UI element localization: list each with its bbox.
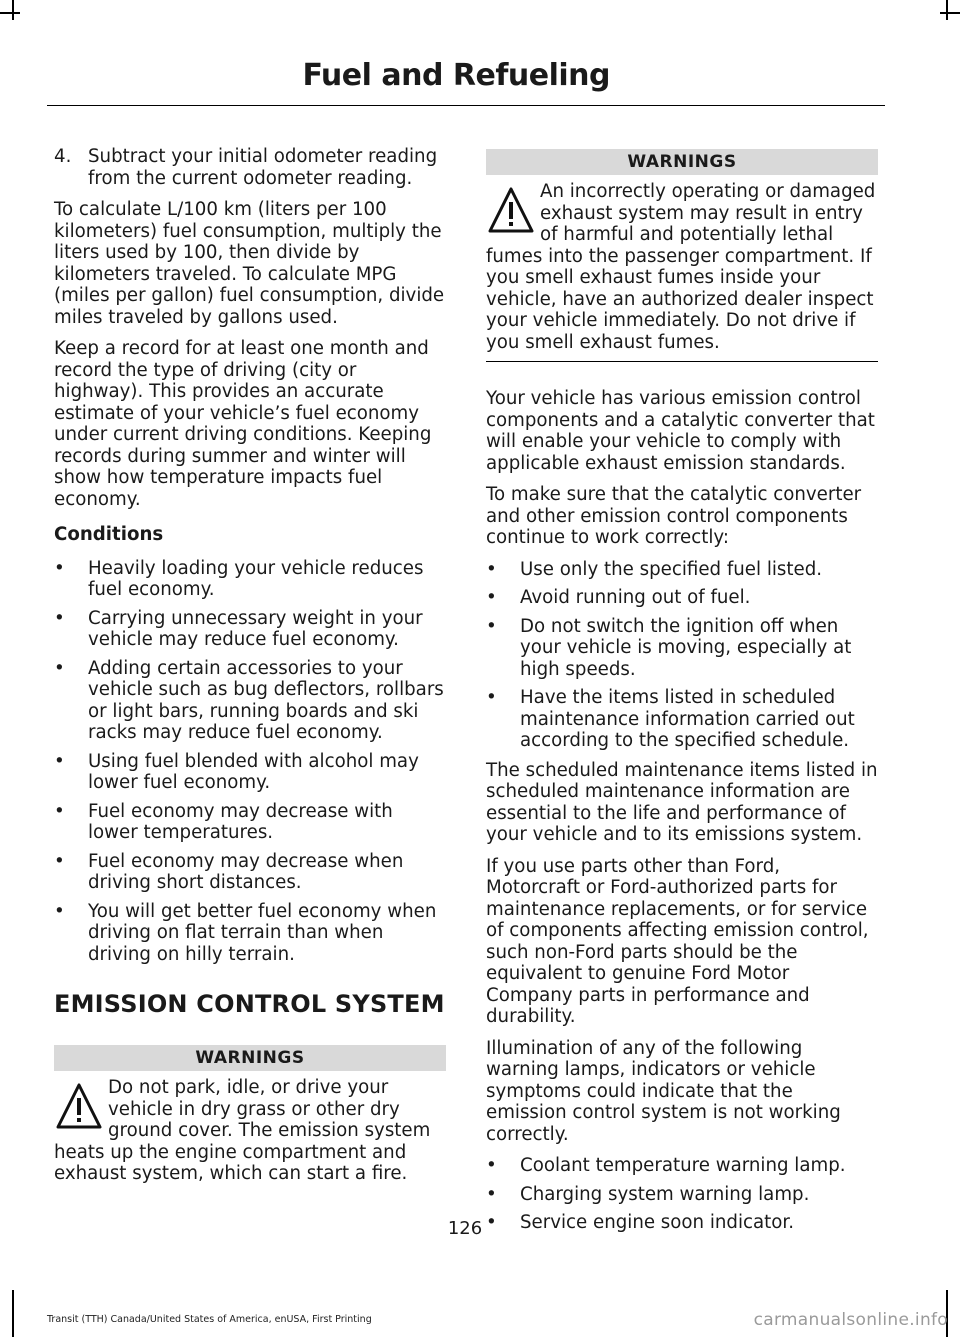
paragraph: Your vehicle has various emission control components and a catalytic converter that will enable your vehicle to comply with applicable exhaust emission standards.	[486, 388, 875, 474]
bullet: •	[54, 607, 65, 629]
list-item	[486, 1184, 878, 1206]
list-item-text: Carrying unnecessary weight in your vehicle may reduce fuel economy.	[88, 607, 423, 650]
paragraph: If you use parts other than Ford, Motorcraft or Ford-authorized parts for maintenance replacements, or for service of components affecting emission control, such non-Ford parts should be the equivalent to genuine Ford Motor Company parts in performance and durability.	[486, 855, 869, 1027]
list-item	[54, 901, 446, 966]
warning-header: WARNINGS	[486, 149, 878, 175]
paragraph: To calculate L/100 km (liters per 100 kilometers) fuel consumption, multiply the liters used by 100, then divide by kilometers traveled. To calculate MPG (miles per gallon) fuel consumption, divide miles traveled by gallons used.	[54, 199, 445, 328]
list-item-text: Do not switch the ignition off when your vehicle is moving, especially at high speeds.	[520, 615, 852, 680]
footer-text: Transit (TTH) Canada/United States of America, enUSA, First Printing	[47, 1314, 372, 1325]
left-column	[54, 146, 446, 1195]
crop-mark	[12, 0, 14, 20]
bullet: •	[486, 587, 497, 608]
paragraph: To make sure that the catalytic converter and other emission control components continue to work correctly:	[486, 484, 862, 548]
page-number: 126	[447, 1218, 483, 1239]
bullet: •	[486, 1183, 497, 1205]
list-item-text: Charging system warning lamp.	[520, 1183, 810, 1205]
list-item	[54, 558, 446, 601]
subheading-conditions: Conditions	[54, 524, 164, 545]
bullet: •	[54, 750, 65, 772]
list-item-text: You will get better fuel economy when driving on flat terrain than when driving on hilly terrain.	[88, 900, 437, 965]
list-item-text: Using fuel blended with alcohol may lower fuel economy.	[88, 750, 419, 793]
list-item-text: Service engine soon indicator.	[520, 1212, 795, 1233]
bullet: •	[486, 558, 497, 580]
list-item	[486, 687, 878, 752]
list-item-text: Fuel economy may decrease with lower temperatures.	[88, 800, 393, 843]
step-number: 4.	[54, 146, 72, 167]
page-title: Fuel and Refueling	[302, 58, 610, 93]
conditions-list	[54, 558, 446, 966]
paragraph: Keep a record for at least one month and record the type of driving (city or highway). This provides an accurate estimate of your vehicle’s fuel economy under current driving conditions. Keeping records during summer and winter will show how temperature impacts fuel economy.	[54, 338, 432, 510]
crop-mark	[940, 12, 960, 14]
list-item-text: Have the items listed in scheduled maintenance information carried out according to the specified schedule.	[520, 687, 855, 751]
warning-text: Do not park, idle, or drive your vehicle in dry grass or other dry ground cover. The emission system heats up the engine compartment and exhaust system, which can start a fire.	[54, 1077, 431, 1184]
list-item	[486, 1155, 878, 1177]
warning-triangle-icon	[486, 183, 536, 239]
list-item-text: Coolant temperature warning lamp.	[520, 1155, 846, 1176]
list-item-text: Fuel economy may decrease when driving short distances.	[88, 850, 404, 893]
warning-header: WARNINGS	[54, 1045, 446, 1071]
bullet: •	[486, 1212, 497, 1233]
bullet: •	[486, 1155, 497, 1176]
warning-text: An incorrectly operating or damaged exhaust system may result in entry of harmful and potentially lethal fumes into the passenger compartment. If you smell exhaust fumes inside your vehicle, have an authorized dealer inspect your vehicle immediately. Do not drive if you smell exhaust fumes.	[486, 181, 876, 353]
right-column	[486, 149, 878, 1242]
list-item	[54, 801, 446, 844]
warning-box	[486, 149, 878, 362]
paragraph: The scheduled maintenance items listed in scheduled maintenance information are essential to the life and performance of your vehicle and to its emissions system.	[486, 759, 878, 845]
list-item	[54, 658, 446, 744]
warning-body	[486, 181, 878, 353]
list-item	[486, 559, 878, 581]
step-text: Subtract your initial odometer reading from the current odometer reading.	[88, 146, 438, 189]
list-item-text: Use only the specified fuel listed.	[520, 558, 823, 580]
list-item	[54, 751, 446, 794]
numbered-step	[54, 146, 446, 189]
list-item-text: Adding certain accessories to your vehicle such as bug deflectors, rollbars or light bars, running boards and ski racks may reduce fuel economy.	[88, 657, 444, 743]
bullet: •	[54, 900, 65, 922]
bullet: •	[54, 557, 65, 579]
bullet: •	[486, 615, 497, 637]
bullet: •	[54, 800, 65, 822]
warning-triangle-icon	[54, 1079, 104, 1135]
emission-care-list	[486, 559, 878, 752]
crop-mark	[946, 0, 948, 20]
crop-mark	[12, 1290, 14, 1337]
section-title: EMISSION CONTROL SYSTEM	[54, 990, 445, 1018]
warning-rule	[486, 361, 878, 362]
warning-box	[54, 1045, 446, 1185]
list-item-text: Avoid running out of fuel.	[520, 587, 751, 608]
crop-mark	[0, 12, 20, 14]
list-item	[486, 616, 878, 681]
watermark: carmanualsonline.info	[753, 1310, 948, 1330]
list-item-text: Heavily loading your vehicle reduces fuel economy.	[88, 557, 424, 600]
bullet: •	[54, 657, 65, 679]
list-item	[54, 851, 446, 894]
list-item	[486, 587, 878, 609]
bullet: •	[54, 850, 65, 872]
bullet: •	[486, 687, 497, 708]
list-item	[54, 608, 446, 651]
warning-body	[54, 1077, 446, 1185]
header-rule	[47, 105, 885, 106]
paragraph: Illumination of any of the following warning lamps, indicators or vehicle symptoms could indicate that the emission control system is not working correctly.	[486, 1037, 841, 1145]
